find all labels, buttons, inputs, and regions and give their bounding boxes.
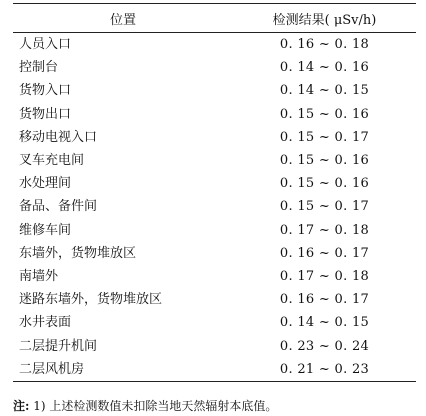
table-row [13,149,416,172]
table-footnote [13,397,277,414]
table-row [13,56,416,79]
footnote-text: 1) 上述检测数值未扣除当地天然辐射本底值。 [29,399,278,413]
table-header-row [13,4,416,33]
cell-result: 0. 15 ~ 0. 16 [279,106,370,122]
cell-position: 人员入口 [19,37,72,53]
cell-position: 迷路东墙外，货物堆放区 [19,292,163,308]
cell-result: 0. 15 ~ 0. 16 [279,153,370,169]
cell-position: 水处理间 [19,176,72,192]
cell-position: 东墙外，货物堆放区 [19,245,137,261]
cell-position: 备品、备件间 [19,199,98,215]
cell-result: 0. 16 ~ 0. 17 [279,292,370,308]
cell-position: 二层提升机间 [19,338,98,354]
table-row [13,358,416,382]
cell-position: 二层风机房 [19,361,85,377]
cell-result: 0. 16 ~ 0. 18 [279,37,370,53]
table-row [13,126,416,149]
footnote-label: 注: [13,399,30,413]
table-body [13,33,416,382]
table-row [13,242,416,265]
cell-position: 叉车充电间 [19,153,85,169]
cell-result: 0. 15 ~ 0. 16 [279,176,370,192]
table-row [13,172,416,195]
cell-position: 货物出口 [19,106,72,122]
cell-result: 0. 17 ~ 0. 18 [279,222,370,238]
cell-result: 0. 16 ~ 0. 17 [279,245,370,261]
cell-result: 0. 15 ~ 0. 17 [279,129,370,145]
cell-result: 0. 14 ~ 0. 16 [279,60,370,76]
table-row [13,219,416,242]
table-row [13,288,416,311]
cell-result: 0. 21 ~ 0. 23 [279,361,370,377]
cell-result: 0. 14 ~ 0. 15 [279,315,370,331]
header-position: 位置 [109,12,136,28]
cell-result: 0. 14 ~ 0. 15 [279,83,370,99]
table-row [13,265,416,288]
table-row [13,311,416,334]
table-row [13,79,416,102]
cell-result: 0. 23 ~ 0. 24 [279,338,370,354]
cell-result: 0. 17 ~ 0. 18 [279,268,370,284]
header-result: 检测结果( μSv/h) [272,12,377,28]
table-row [13,334,416,357]
cell-position: 货物入口 [19,83,72,99]
cell-position: 维修车间 [19,222,72,238]
cell-position: 移动电视入口 [19,129,98,145]
radiation-results-table-container [13,3,416,382]
cell-result: 0. 15 ~ 0. 17 [279,199,370,215]
table-row [13,195,416,218]
table-row [13,33,416,57]
cell-position: 南墙外 [19,268,59,284]
radiation-results-table [13,3,416,382]
cell-position: 水井表面 [19,315,72,331]
table-row [13,103,416,126]
cell-position: 控制台 [19,60,59,76]
